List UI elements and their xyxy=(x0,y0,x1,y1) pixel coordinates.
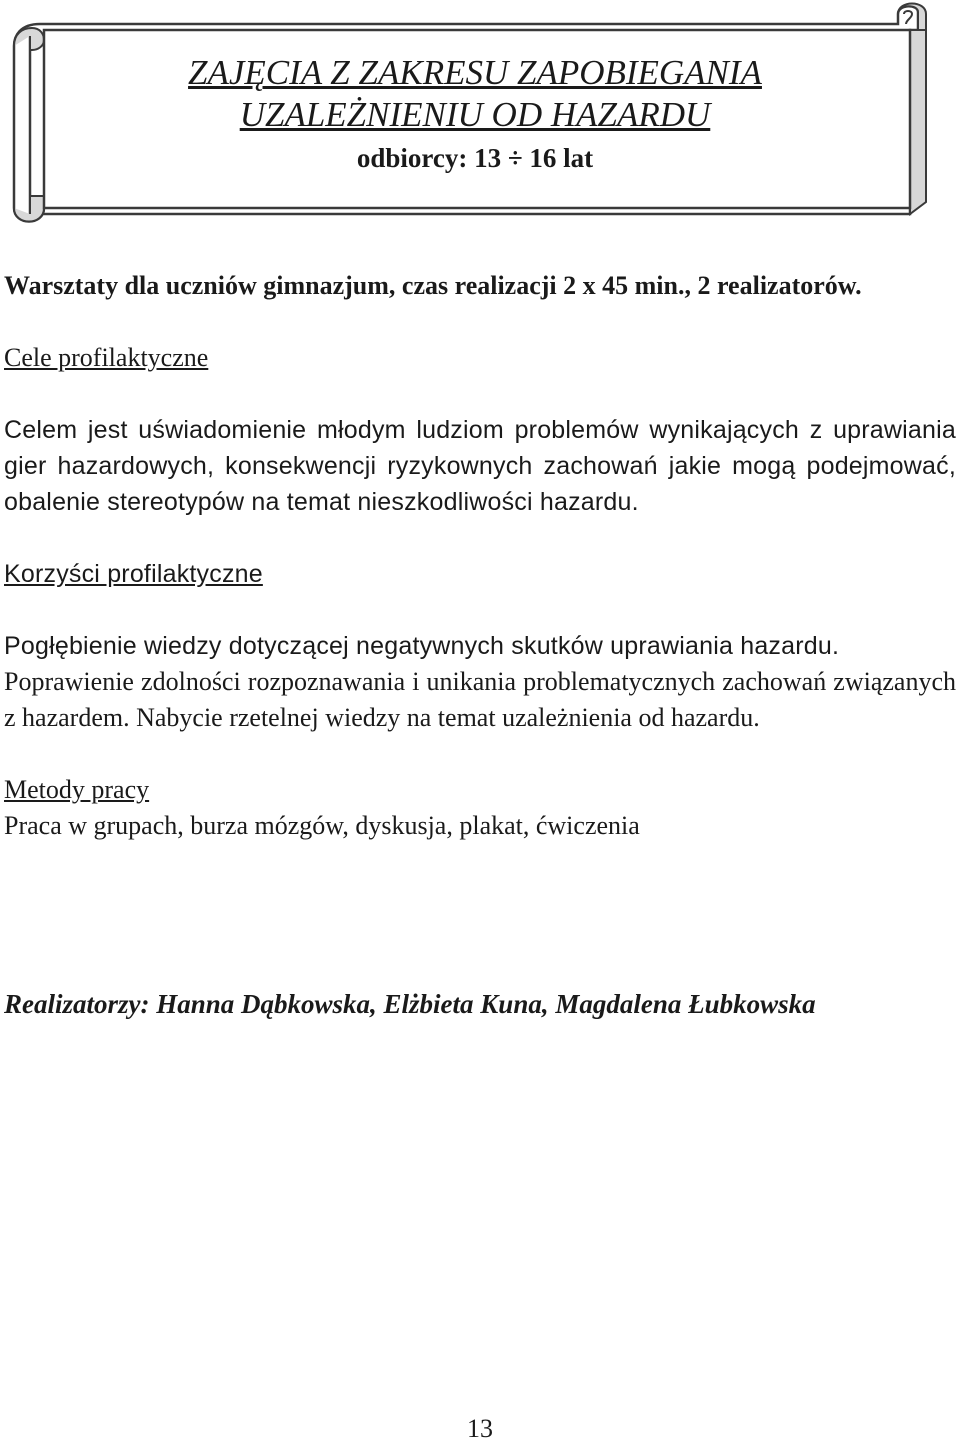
goals-text: Celem jest uświadomienie młodym ludziom problemów wynikających z uprawiania gier hazardowych, konsekwencji ryzykownych zachowań jakie mogą podejmować, obalenie stereotypów na temat nieszkodliwości hazardu. xyxy=(4,416,956,516)
banner-title-line2: UZALEŻNIENIU OD HAZARDU xyxy=(239,95,711,134)
document-body xyxy=(4,268,956,844)
banner-text xyxy=(60,52,890,174)
benefits-heading: Korzyści profilaktyczne xyxy=(4,560,263,588)
methods-text: Praca w grupach, burza mózgów, dyskusja, plakat, ćwiczenia xyxy=(4,811,640,840)
scroll-banner xyxy=(0,0,960,240)
benefits-text-rest: Poprawienie zdolności rozpoznawania i unikania problematycznych zachowań związanych z hazardem. Nabycie rzetelnej wiedzy na temat uzależnienia od hazardu. xyxy=(4,667,956,732)
banner-title xyxy=(60,52,890,136)
page-number: 13 xyxy=(467,1414,493,1443)
benefits-text-line1: Pogłębienie wiedzy dotyczącej negatywnych skutków uprawiania hazardu. xyxy=(4,632,840,660)
banner-title-line1: ZAJĘCIA Z ZAKRESU ZAPOBIEGANIA xyxy=(188,53,762,92)
intro-paragraph: Warsztaty dla uczniów gimnazjum, czas realizacji 2 x 45 min., 2 realizatorów. xyxy=(4,271,862,300)
banner-audience: odbiorcy: 13 ÷ 16 lat xyxy=(356,143,594,173)
goals-heading: Cele profilaktyczne xyxy=(4,343,209,372)
authors-line: Realizatorzy: Hanna Dąbkowska, Elżbieta Kuna, Magdalena Łubkowska xyxy=(4,989,816,1019)
methods-heading: Metody pracy xyxy=(4,775,150,804)
